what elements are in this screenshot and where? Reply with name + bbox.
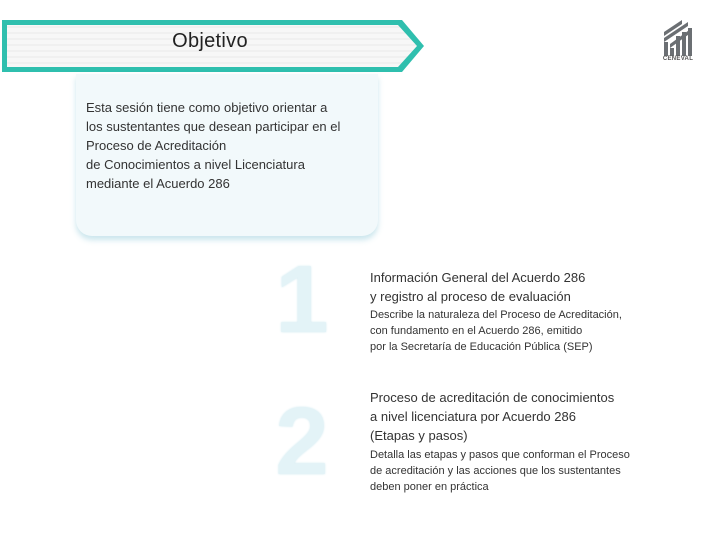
objective-line: mediante el Acuerdo 286 <box>86 176 230 191</box>
topic-description-line: por la Secretaría de Educación Pública (SEP) <box>370 341 593 353</box>
topic-heading-line: (Etapas y pasos) <box>370 428 468 443</box>
topic-heading-line: Información General del Acuerdo 286 <box>370 270 586 285</box>
topic-heading-line: Proceso de acreditación de conocimientos <box>370 390 615 405</box>
topic-heading-1 <box>370 268 700 306</box>
topic-description-line: con fundamento en el Acuerdo 286, emitido <box>370 325 583 337</box>
topic-description-line: deben poner en práctica <box>370 481 489 493</box>
topic-heading-line: a nivel licenciatura por Acuerdo 286 <box>370 409 576 424</box>
topic-description-line: Describe la naturaleza del Proceso de Acreditación, <box>370 309 622 321</box>
page-title: Objetivo <box>172 30 248 52</box>
logo-label: CENEVAL <box>662 56 694 62</box>
ceneval-logo <box>652 12 704 74</box>
objective-line: Proceso de Acreditación <box>86 138 227 153</box>
topic-heading-line: y registro al proceso de evaluación <box>370 289 571 304</box>
objective-line: Esta sesión tiene como objetivo orientar a <box>86 100 328 115</box>
objective-line: de Conocimientos a nivel Licenciatura <box>86 157 305 172</box>
topic-description-1 <box>370 307 700 355</box>
topic-number-1: 1 <box>275 246 329 353</box>
objective-line: los sustentantes que desean participar en el <box>86 119 341 134</box>
topic-description-2 <box>370 447 700 495</box>
topic-description-line: Detalla las etapas y pasos que conforman el Proceso <box>370 449 630 461</box>
topic-number-2: 2 <box>275 388 329 495</box>
objective-text <box>86 98 386 193</box>
topic-heading-2 <box>370 388 700 445</box>
topic-description-line: de acreditación y las acciones que los sustentantes <box>370 465 621 477</box>
